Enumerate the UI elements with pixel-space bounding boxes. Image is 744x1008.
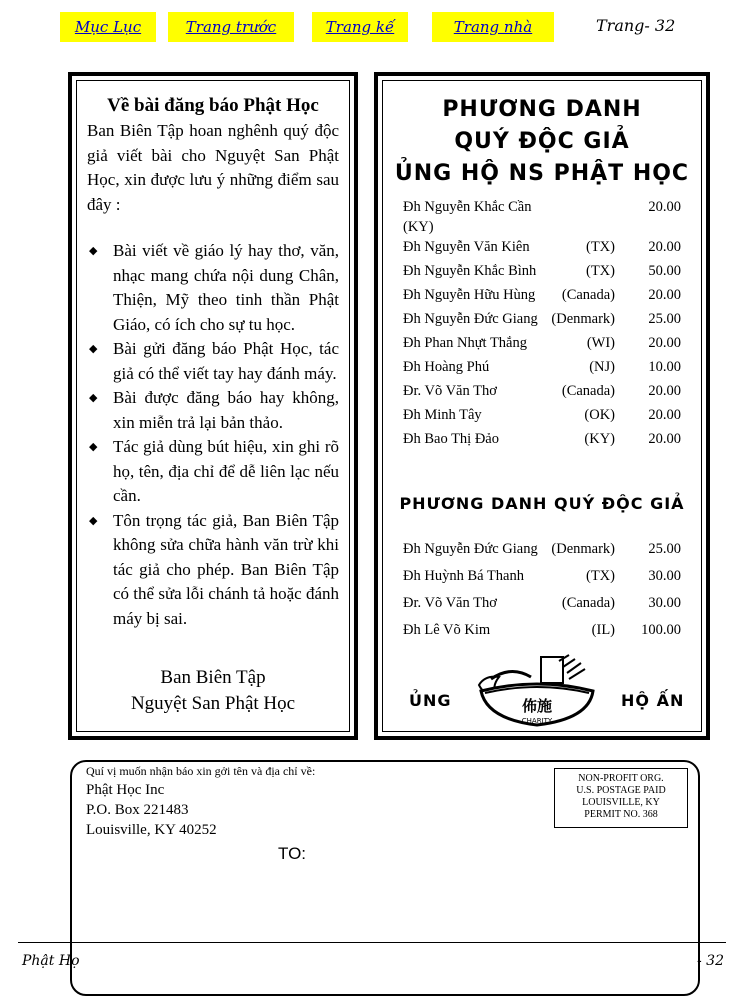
table-row <box>403 431 681 451</box>
donor-location: (NJ) <box>589 359 615 375</box>
donor-name: (KY) <box>403 219 434 235</box>
address-line-2: P.O. Box 221483 <box>86 802 189 818</box>
donor-amount: 20.00 <box>648 287 681 303</box>
table-row <box>403 541 681 561</box>
donor-amount: 20.00 <box>648 383 681 399</box>
donor-location: (TX) <box>586 263 615 279</box>
svg-text:佈施: 佈施 <box>521 697 553 715</box>
donor-amount: 20.00 <box>648 335 681 351</box>
mailing-note: Quí vị muốn nhận báo xin gởi tên và địa chỉ về: <box>86 764 316 778</box>
address-line-3: Louisville, KY 40252 <box>86 822 217 838</box>
donor-name: Đh Nguyễn Đức Giang <box>403 541 538 557</box>
donor-name: Đr. Võ Văn Thơ <box>403 595 497 611</box>
donor-name: Đh Huỳnh Bá Thanh <box>403 568 524 584</box>
table-row <box>403 383 681 403</box>
list-item <box>87 435 339 509</box>
donor-amount: 30.00 <box>648 595 681 611</box>
donor-heading-line-1: PHƯƠNG DANH <box>442 97 642 122</box>
diamond-bullet-icon: ◆ <box>89 514 98 527</box>
panel-inner-border <box>76 80 350 732</box>
donor-amount: 20.00 <box>648 239 681 255</box>
donor-location: (WI) <box>586 335 615 351</box>
list-item-text: Bài gửi đăng báo Phật Học, tác giả có thể viết tay hay đánh máy. <box>113 339 339 383</box>
table-row <box>403 311 681 331</box>
charity-bowl-icon <box>471 647 603 729</box>
table-row <box>403 239 681 259</box>
footer-divider <box>18 942 726 943</box>
diamond-bullet-icon: ◆ <box>89 392 98 404</box>
donor-name: Đh Lê Võ Kim <box>403 622 491 638</box>
nav-muc-luc-link[interactable]: Mục Lục <box>60 12 156 42</box>
list-item-text: Tôn trọng tác giả, Ban Biên Tập không sửa chữa hành văn trừ khi tác giả cho phép. Ban Biên Tập có thể sửa lỗi chánh tả hoặc đánh máy bị sai. <box>113 510 339 628</box>
postage-line: LOUISVILLE, KY <box>582 797 660 808</box>
postage-box <box>554 768 688 828</box>
donor-amount: 50.00 <box>648 263 681 279</box>
list-item <box>87 239 339 337</box>
guidelines-title: Về bài đăng báo Phật Học <box>107 95 319 116</box>
donor-amount: 20.00 <box>648 199 681 215</box>
donor-location: (TX) <box>586 239 615 255</box>
guidelines-list <box>87 239 339 631</box>
diamond-bullet-icon: ◆ <box>89 245 98 257</box>
table-row <box>403 359 681 379</box>
table-row <box>403 407 681 427</box>
donor-location: (Denmark) <box>551 311 615 327</box>
bottom-right-word: HỘ ẤN <box>621 691 685 710</box>
list-item-text: Bài được đăng báo hay không, xin miễn trả lại bản thảo. <box>113 388 339 432</box>
list-item <box>87 386 339 435</box>
donor-location: (TX) <box>586 568 615 584</box>
donor-location: (OK) <box>584 407 615 423</box>
donor-amount: 100.00 <box>641 622 681 638</box>
donor-name: Đh Hoàng Phú <box>403 359 490 375</box>
table-row <box>403 199 681 219</box>
list-item <box>87 337 339 386</box>
signature-magazine: Nguyệt San Phật Học <box>130 693 296 714</box>
mailing-label <box>70 760 700 996</box>
donor-heading-2: PHƯƠNG DANH QUÝ ĐỘC GIẢ <box>399 494 685 513</box>
donor-location: (Canada) <box>561 595 615 611</box>
diamond-bullet-icon: ◆ <box>89 343 98 355</box>
nav-trang-nha-link[interactable]: Trang nhà <box>432 12 554 42</box>
table-row <box>403 219 681 239</box>
donor-location: (KY) <box>584 431 615 447</box>
bottom-left-word: ỦNG <box>409 691 452 710</box>
donor-name: Đh Nguyễn Khắc Cần <box>403 199 532 215</box>
donor-heading-line-3: ỦNG HỘ NS PHẬT HỌC <box>394 161 690 186</box>
postage-line: NON-PROFIT ORG. <box>578 773 664 784</box>
postage-line: PERMIT NO. 368 <box>584 809 658 820</box>
table-row <box>403 622 681 642</box>
donor-amount: 25.00 <box>648 541 681 557</box>
to-label: TO: <box>278 844 307 863</box>
donor-name: Đh Nguyễn Đức Giang <box>403 311 538 327</box>
donor-name: Đh Minh Tây <box>403 407 482 423</box>
donor-name: Đh Nguyễn Khắc Bình <box>403 263 537 279</box>
table-row <box>403 335 681 355</box>
donor-amount: 20.00 <box>648 431 681 447</box>
address-line-1: Phật Học Inc <box>86 782 165 798</box>
donor-amount: 10.00 <box>648 359 681 375</box>
donor-name: Đh Nguyễn Hữu Hùng <box>403 287 536 303</box>
nav-trang-truoc-link[interactable]: Trang trước <box>168 12 294 42</box>
list-item-text: Tác giả dùng bút hiệu, xin ghi rõ họ, tên, địa chỉ để dễ liên lạc nếu cần. <box>113 437 339 505</box>
footer-page-number: - 32 <box>697 953 724 969</box>
table-row <box>403 595 681 615</box>
donor-name: Đh Bao Thị Đảo <box>403 431 499 447</box>
guidelines-intro: Ban Biên Tập hoan nghênh quý độc giả viết bài cho Nguyệt San Phật Học, xin được lưu ý những điểm sau đây : <box>87 121 339 214</box>
postage-line: U.S. POSTAGE PAID <box>576 785 666 796</box>
donor-amount: 20.00 <box>648 407 681 423</box>
donor-name: Đh Nguyễn Văn Kiên <box>403 239 530 255</box>
donor-heading-line-2: QUÝ ĐỘC GIẢ <box>454 129 630 154</box>
donor-location: (IL) <box>591 622 615 638</box>
svg-text:CHARITY: CHARITY <box>521 717 553 725</box>
donor-name: Đr. Võ Văn Thơ <box>403 383 497 399</box>
nav-trang-ke-link[interactable]: Trang kế <box>312 12 408 42</box>
list-item-text: Bài viết về giáo lý hay thơ, văn, nhạc mang chứa nội dung Chân, Thiện, Mỹ theo tinh thần Phật Giáo, có ích cho sự tu học. <box>113 241 339 334</box>
donor-location: (Canada) <box>561 287 615 303</box>
table-row <box>403 568 681 588</box>
donor-amount: 25.00 <box>648 311 681 327</box>
page-number-label: Trang- 32 <box>596 16 676 35</box>
donor-location: (Denmark) <box>551 541 615 557</box>
table-row <box>403 287 681 307</box>
footer-left-text: Phật Họ <box>22 953 80 969</box>
diamond-bullet-icon: ◆ <box>89 441 98 453</box>
donor-list-panel <box>374 72 710 740</box>
donor-location: (Canada) <box>561 383 615 399</box>
panel-inner-border <box>382 80 702 732</box>
signature-editorial-board: Ban Biên Tập <box>160 667 266 688</box>
donor-name: Đh Phan Nhựt Thắng <box>403 335 527 351</box>
submission-guidelines-panel <box>68 72 358 740</box>
list-item <box>87 509 339 632</box>
donor-amount: 30.00 <box>648 568 681 584</box>
table-row <box>403 263 681 283</box>
